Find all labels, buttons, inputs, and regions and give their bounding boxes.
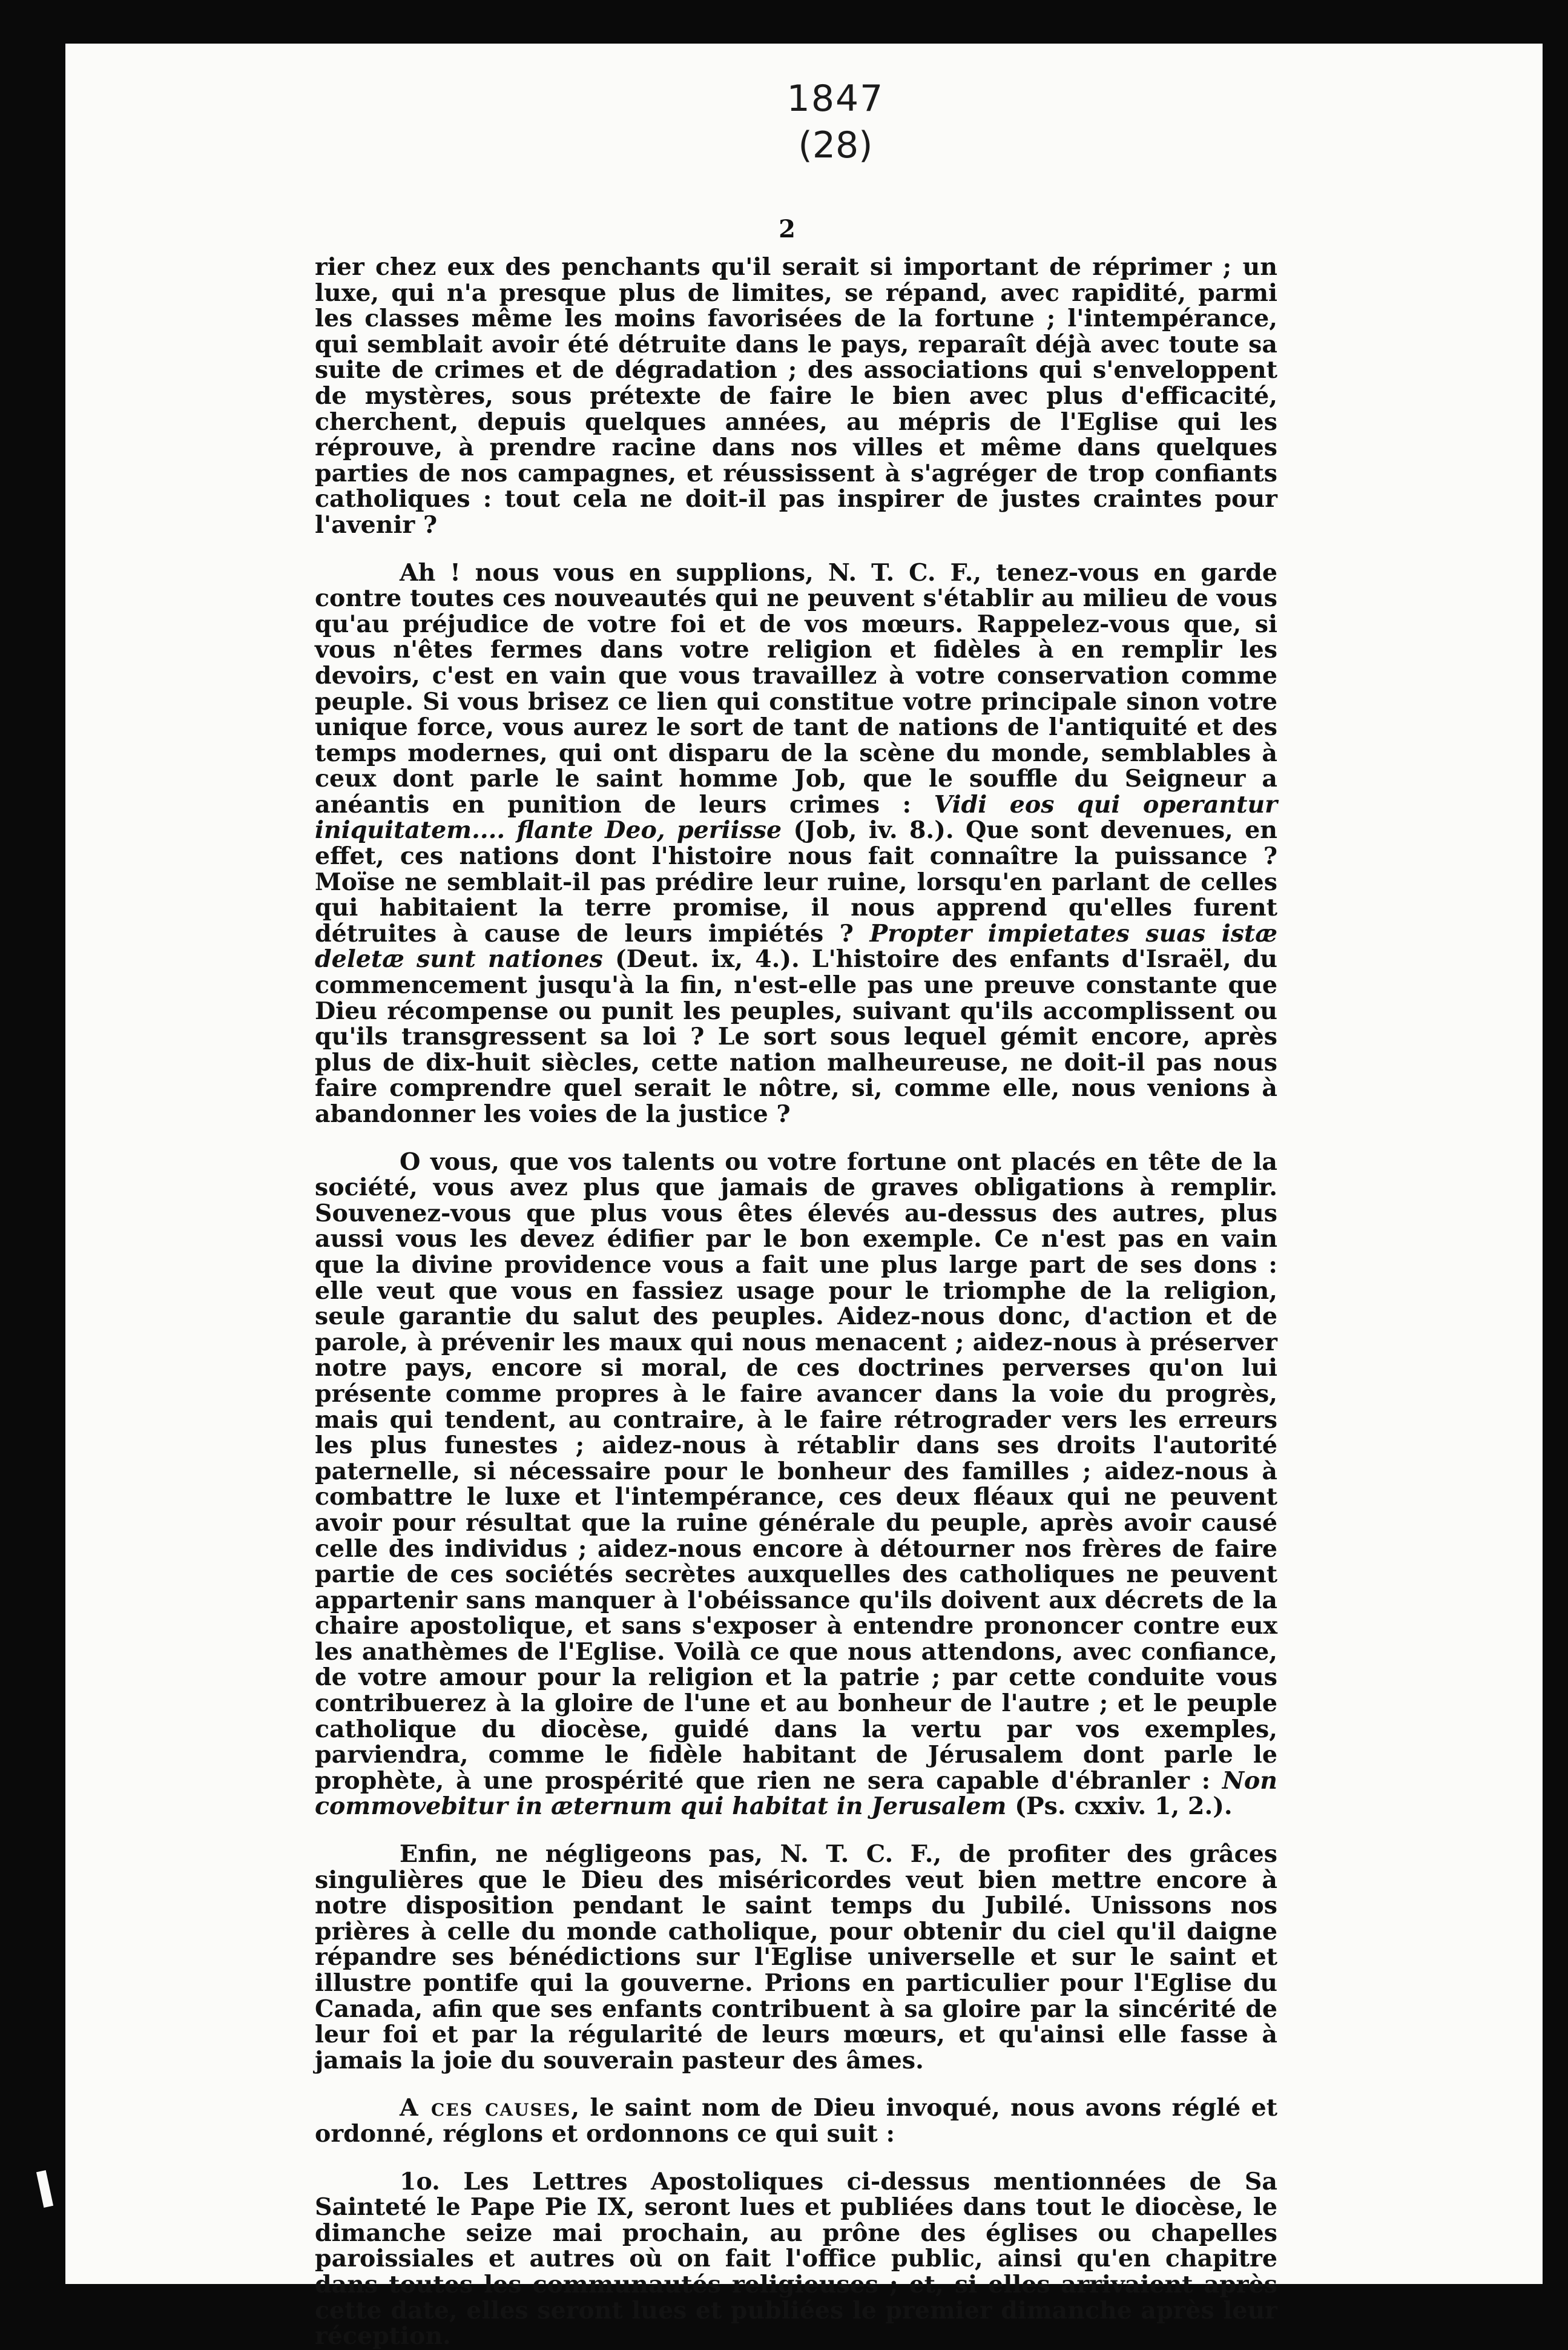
paragraph-ordinance-intro (315, 2095, 1277, 2147)
text-segment: Enfin, ne négligeons pas, N. T. C. F., de profiter des grâces singulières que le Dieu des miséricordes veut bien mettre encore à notre disposition pendant le saint temps du Jubilé. Unissons nos prières à celle du monde catholique, pour obtenir du ciel qu'il daigne répandre ses bénédictions sur l'Eglise universelle et sur le saint et illustre pontife qui la gouverne. Prions en particulier pour l'Eglise du Canada, afin que ses enfants contribuent à sa gloire par la sincérité de leur foi et par la régularité de leurs mœurs, et qu'ainsi elle fasse à jamais la joie du souverain pasteur des âmes. (315, 1840, 1277, 2074)
page-number: 2 (779, 215, 796, 243)
paragraph-jubilee (315, 1841, 1277, 2073)
text-segment: O vous, que vos talents ou votre fortune ont placés en tête de la société, vous avez plus que jamais de graves obligations à remplir. Souvenez-vous que plus vous êtes élevés au-dessus des autres, plus aussi vous les devez édifier par le bon exemple. Ce n'est pas en vain que la divine providence vous a fait une plus large part de ses dons : elle veut que vous en fassiez usage pour le triomphe de la religion, seule garantie du salut des peuples. Aidez-nous donc, d'action et de parole, à prévenir les maux qui nous menacent ; aidez-nous à préserver notre pays, encore si moral, de ces doctrines perverses qu'on lui présente comme propres à le faire avancer dans la voie du progrès, mais qui tendent, au contraire, à le faire rétrograder vers les erreurs les plus funestes ; aidez-nous à rétablir dans ses droits l'autorité paternelle, si nécessaire pour le bonheur des familles ; aidez-nous à combattre le luxe et l'intempérance, ces deux fléaux qui ne peuvent avoir pour résultat que la ruine générale du peuple, après avoir causé celle des individus ; aidez-nous encore à détourner nos frères de faire partie de ces sociétés secrètes auxquelles des catholiques ne peuvent appartenir sans manquer à l'obéissance qu'ils doivent aux décrets de la chaire apostolique, et sans s'exposer à entendre prononcer contre eux les anathèmes de l'Eglise. Voilà ce que nous attendons, avec confiance, de votre amour pour la religion et la patrie ; par cette conduite vous contribuerez à la gloire de l'une et au bonheur de l'autre ; et le peuple catholique du diocèse, guidé dans la vertu par vos exemples, parviendra, comme le fidèle habitant de Jérusalem dont parle le prophète, à une prospérité que rien ne sera capable d'ébranler : (315, 1147, 1277, 1795)
paragraph-address-to-elite (315, 1149, 1277, 1820)
latin-quotation: Non commovebitur in æternum qui habitat in Jerusalem (315, 1766, 1277, 1821)
latin-quotation: Propter impietates suas istæ deletæ sunt nationes (315, 919, 1277, 974)
paragraph-ordinance-item-1 (315, 2169, 1277, 2349)
text-segment: (Ps. cxxiv. 1, 2.). (1006, 1792, 1233, 1821)
text-segment: Ah ! nous vous en supplions, N. T. C. F., tenez-vous en garde contre toutes ces nouveautés qui ne peuvent s'établir au milieu de vous qu'au préjudice de votre foi et de vos mœurs. Rappelez-vous que, si vous n'êtes fermes dans votre religion et fidèles à en remplir les devoirs, c'est en vain que vous travaillez à votre conservation comme peuple. Si vous brisez ce lien qui constitue votre principale sinon votre unique force, vous aurez le sort de tant de nations de l'antiquité et des temps modernes, qui ont disparu de la scène du monde, semblables à ceux dont parle le saint homme Job, que le souffle du Seigneur a anéantis en punition de leurs crimes : (315, 558, 1277, 819)
binding-mark (36, 2170, 53, 2208)
text-segment: rier chez eux des penchants qu'il serait si important de réprimer ; un luxe, qui n'a presque plus de limites, se répand, avec rapidité, parmi les classes même les moins favorisées de la fortune ; l'intempérance, qui semblait avoir été détruite dans le pays, reparaît déjà avec toute sa suite de crimes et de dégradation ; des associations qui s'enveloppent de mystères, sous prétexte de faire le bien avec plus d'efficacité, cherchent, depuis quelques années, au mépris de l'Eglise qui les réprouve, à prendre racine dans nos villes et même dans quelques parties de nos campagnes, et réussissent à s'agréger de trop confiants catholiques : tout cela ne doit-il pas inspirer de justes craintes pour l'avenir ? (315, 253, 1277, 539)
text-segment: (Job, iv. 8.). Que sont devenues, en effet, ces nations dont l'histoire nous fait connaître la puissance ? Moïse ne semblait-il pas prédire leur ruine, lorsqu'en parlant de celles qui habitaient la terre promise, il nous apprend qu'elles furent détruites à cause de leurs impiétés ? (315, 816, 1277, 948)
text-segment: 1o. Les Lettres Apostoliques ci-dessus mentionnées de Sa Sainteté le Pape Pie IX, seront lues et publiées dans tout le diocèse, le dimanche seize mai prochain, au prône des églises ou chapelles paroissiales et autres où on fait l'office public, ainsi qu'en chapitre dans toutes les communautés religieuses ; et, si elles arrivaient après cette date, elles seront lues et publiées le premier dimanche après leur réception. (315, 2167, 1277, 2350)
text-segment: (Deut. ix, 4.). L'histoire des enfants d'Israël, du commencement jusqu'à la fin, n'est-elle pas une preuve constante que Dieu récompense ou punit les peuples, suivant qu'ils accomplissent ou qu'ils transgressent sa loi ? Le sort sous lequel gémit encore, après plus de dix-huit siècles, cette nation malheureuse, ne doit-il pas nous faire comprendre quel serait le nôtre, si, comme elle, nous venions à abandonner les voies de la justice ? (315, 945, 1277, 1128)
handwritten-reference: (28) (798, 124, 873, 167)
document-body (315, 254, 1277, 2349)
handwritten-year: 1847 (786, 78, 884, 120)
paragraph-continuation (315, 254, 1277, 538)
text-segment: , le saint nom de Dieu invoqué, nous avons réglé et ordonné, réglons et ordonnons ce qui suit : (315, 2094, 1277, 2148)
small-caps-text: A ces causes (400, 2094, 572, 2122)
paragraph-supplication (315, 560, 1277, 1127)
latin-quotation: Vidi eos qui operantur iniquitatem.... flante Deo, periisse (315, 790, 1277, 845)
